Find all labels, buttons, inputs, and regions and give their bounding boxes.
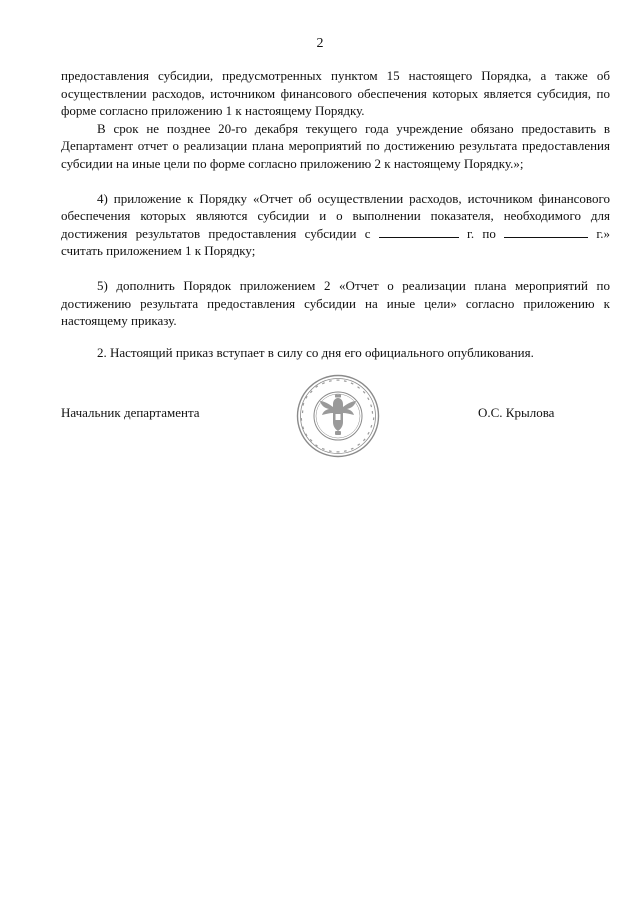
paragraph-3-text-c: г.» считать приложением 1 к Порядку; [61, 225, 611, 259]
paragraph-3-text-b: г. по [467, 225, 496, 241]
date-to-blank [504, 226, 588, 238]
signatory-title: Начальник департамента [61, 405, 200, 420]
document-body [61, 67, 610, 361]
paragraph-4: 5) дополнить Порядок приложением 2 «Отчет о реализации плана мероприятий по достижению результата предоставления субсидии на иные цели» согласно приложению к настоящему приказу. [61, 277, 610, 329]
paragraph-3 [61, 190, 610, 260]
paragraph-5: 2. Настоящий приказ вступает в силу со дня его официального опубликования. [97, 344, 534, 360]
page-number: 2 [316, 36, 324, 51]
paragraph-3-text-a: 4) приложение к Порядку «Отчет об осуществлении расходов, источником финансового обеспечения которых являются субсидии и о выполнении показателя, необходимого для достижения результатов предоставления субсидии с [61, 190, 610, 241]
official-seal-icon [296, 374, 380, 458]
date-from-blank [379, 226, 459, 238]
paragraph-1: предоставления субсидии, предусмотренных пунктом 15 настоящего Порядка, а также об осуществлении расходов, источником финансового обеспечения которых является субсидия, по форме согласно приложению 1 к настоящему Порядку. [61, 68, 610, 119]
paragraph-2: В срок не позднее 20-го декабря текущего года учреждение обязано предоставить в Департамент отчет о реализации плана мероприятий по достижению результата предоставления субсидии на иные цели по форме согласно приложению 2 к настоящему Порядку.»; [61, 120, 610, 171]
signatory-name: О.С. Крылова [478, 405, 555, 420]
